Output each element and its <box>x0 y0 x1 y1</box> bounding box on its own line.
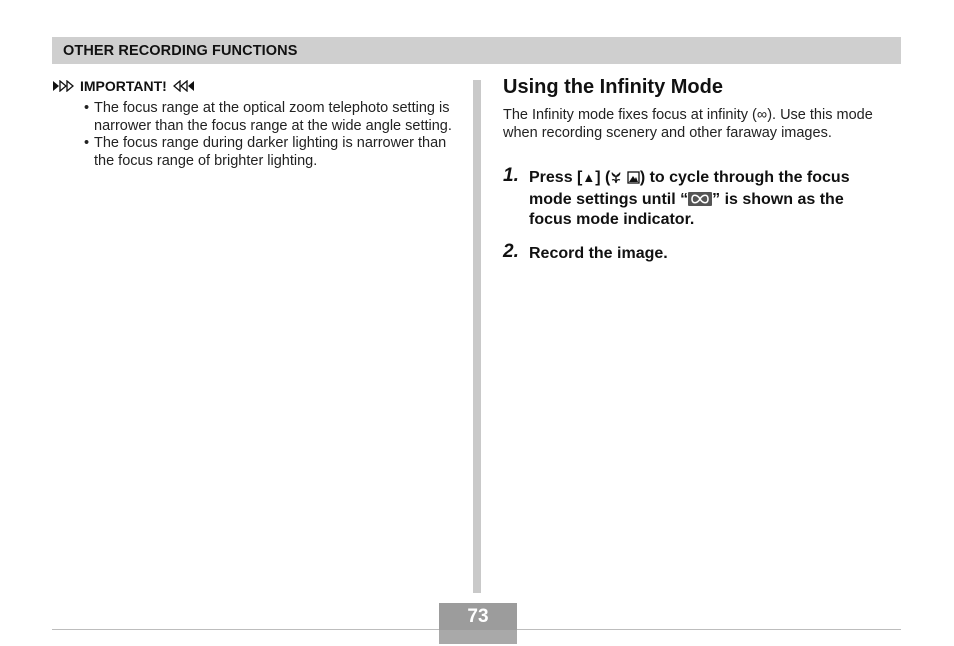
section-title: Using the Infinity Mode <box>503 76 723 98</box>
important-bullet-list <box>84 100 460 171</box>
mountain-icon <box>627 170 640 190</box>
infinity-indicator-icon <box>688 192 712 206</box>
list-item: • The focus range during darker lighting is narrower than the focus range of brighter lighting. <box>84 135 460 170</box>
step-2 <box>503 241 883 264</box>
triple-arrow-right-icon <box>52 80 74 92</box>
page-number: 73 <box>439 603 517 630</box>
section-header-title: OTHER RECORDING FUNCTIONS <box>63 43 298 59</box>
section-intro: The Infinity mode fixes focus at infinity (∞). Use this mode when recording scenery and other faraway images. <box>503 107 873 141</box>
macro-flower-icon <box>610 170 622 190</box>
triple-arrow-left-icon <box>173 80 195 92</box>
list-item: • The focus range at the optical zoom telephoto setting is narrower than the focus range at the wide angle setting. <box>84 100 460 135</box>
column-divider <box>473 80 481 593</box>
step-text-part: ” is shown as the focus mode indicator. <box>529 191 844 228</box>
step-number: 1. <box>503 165 519 186</box>
step-text: Record the image. <box>529 245 668 262</box>
important-heading <box>52 77 195 95</box>
step-text-part: Press [ <box>529 169 583 186</box>
important-label: IMPORTANT! <box>80 78 167 94</box>
up-button-glyph: ▲ <box>582 170 596 185</box>
page-number-tab <box>439 603 517 644</box>
step-text-part: ] ( <box>595 169 611 186</box>
step-number: 2. <box>503 241 519 262</box>
step-1 <box>503 165 883 230</box>
step-text-part: ) to cycle through the focus mode settings until “ <box>529 169 850 208</box>
section-header-bar <box>52 37 901 64</box>
step-text <box>529 168 883 230</box>
